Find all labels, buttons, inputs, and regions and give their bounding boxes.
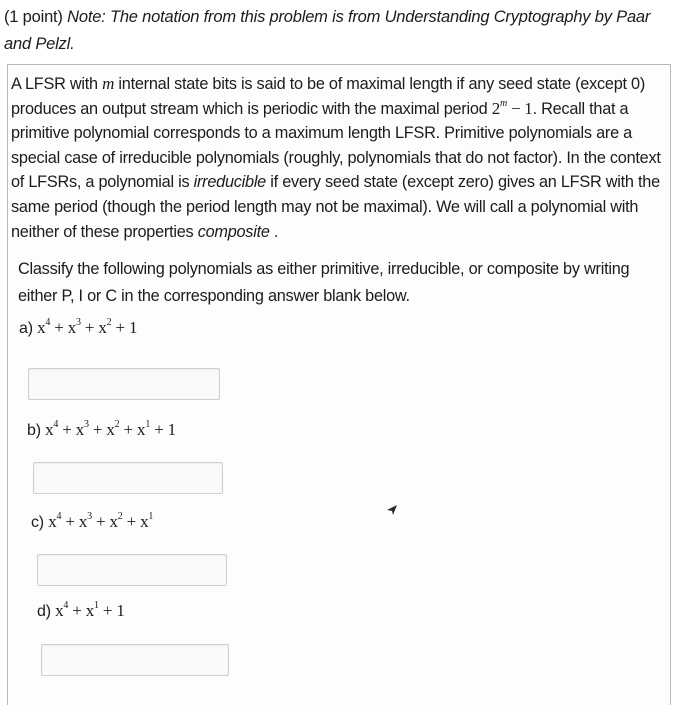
composite-term: composite [197, 222, 270, 241]
intro-text-2: internal state bits is said to be of maximal length if any seed state (except 0) produces an output stream which is periodic with the maximal period [11, 75, 646, 118]
answer-input-d[interactable] [41, 644, 229, 676]
intro-text-5: . [269, 222, 279, 241]
intro-text-1: A LFSR with [11, 75, 103, 93]
polynomial-c: $x^4 + x^3 + x^2 + x^1$ [48, 511, 154, 531]
m-variable: m [102, 74, 115, 93]
intro-text-3: . Recall that a primitive polynomial corresponds to a maximum length LFSR. Primitive polynomials are a special case of irreducible polynomials (roughly, polynomials that do not factor). In the context of LFSRs, a polynomial is [11, 99, 661, 192]
question-d-label: d) [37, 603, 51, 620]
answer-input-b[interactable] [33, 462, 223, 494]
question-a [19, 318, 137, 338]
question-c [31, 512, 153, 532]
question-a-label: a) [19, 320, 33, 337]
note-text: Note: The notation from this problem is from Understanding Cryptography by Paar and Pelzl. [4, 8, 651, 53]
polynomial-b: $x^4 + x^3 + x^2 + x^1 + 1$ [45, 419, 176, 439]
polynomial-d: $x^4 + x^1 + 1$ [55, 600, 125, 620]
points-label: (1 point) [4, 8, 63, 26]
mouse-cursor-icon [386, 504, 398, 516]
question-b [27, 420, 176, 440]
question-c-label: c) [31, 514, 44, 531]
question-b-label: b) [27, 422, 41, 439]
problem-header [4, 4, 664, 58]
period-expression: $2^m - 1$ [491, 97, 533, 118]
question-d [37, 601, 125, 621]
irreducible-term: irreducible [193, 173, 266, 192]
polynomial-a: $x^4 + x^3 + x^2 + 1$ [37, 317, 138, 337]
instructions: Classify the following polynomials as either primitive, irreducible, or composite by writing either P, I or C in the corresponding answer blank below. [18, 260, 630, 305]
answer-input-c[interactable] [37, 554, 227, 586]
intro-paragraph [11, 72, 667, 244]
answer-input-a[interactable] [28, 368, 220, 400]
intro-text-4: if every seed state (except zero) gives an LFSR with the same period (though the period length may not be maximal). We will call a polynomial with neither of these properties [11, 173, 660, 241]
